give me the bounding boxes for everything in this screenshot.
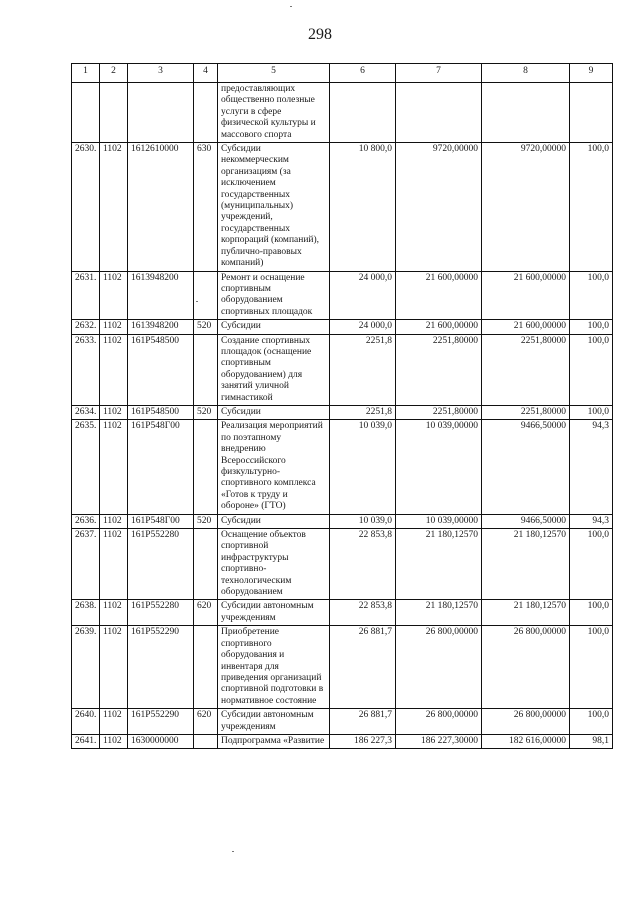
table-row <box>72 320 613 334</box>
percent-executed: 94,3 <box>570 514 613 528</box>
row-number: 2641. <box>72 734 100 748</box>
section-code: 1102 <box>100 143 128 271</box>
expense-type <box>194 271 218 320</box>
row-number <box>72 83 100 143</box>
target-code: 161P552280 <box>128 529 194 600</box>
section-code: 1102 <box>100 626 128 709</box>
target-code: 161P552280 <box>128 600 194 626</box>
table-row <box>72 83 613 143</box>
expense-type: 630 <box>194 143 218 271</box>
percent-executed: 100,0 <box>570 405 613 419</box>
percent-executed: 100,0 <box>570 143 613 271</box>
header-cell: 5 <box>218 64 330 83</box>
planned-amount: 22 853,8 <box>330 600 396 626</box>
section-code <box>100 83 128 143</box>
description: Реализация мероприятий по поэтапному внедрению Всероссийского физкультурно-спортивного комплекса «Готов к труду и обороне» (ГТО) <box>218 420 330 514</box>
planned-amount: 10 039,0 <box>330 420 396 514</box>
description: Подпрограмма «Развитие <box>218 734 330 748</box>
header-cell: 6 <box>330 64 396 83</box>
executed-amount: 21 600,00000 <box>482 320 570 334</box>
executed-amount: 21 180,12570 <box>482 529 570 600</box>
approved-amount: 10 039,00000 <box>396 420 482 514</box>
approved-amount: 10 039,00000 <box>396 514 482 528</box>
expense-type <box>194 626 218 709</box>
description: Приобретение спортивного оборудования и инвентаря для приведения организаций спортивной подготовки в нормативное состояние <box>218 626 330 709</box>
expense-type: 620 <box>194 709 218 735</box>
planned-amount: 2251,8 <box>330 405 396 419</box>
target-code: 161P548Г00 <box>128 514 194 528</box>
planned-amount: 26 881,7 <box>330 626 396 709</box>
planned-amount: 26 881,7 <box>330 709 396 735</box>
table-row <box>72 143 613 271</box>
description: Субсидии некоммерческим организациям (за исключением государственных (муниципальных) учреждений, государственных корпораций (компаний), публично-правовых компаний) <box>218 143 330 271</box>
budget-table <box>71 63 613 749</box>
approved-amount: 26 800,00000 <box>396 709 482 735</box>
planned-amount: 10 039,0 <box>330 514 396 528</box>
percent-executed <box>570 83 613 143</box>
description: Субсидии автономным учреждениям <box>218 709 330 735</box>
approved-amount: 2251,80000 <box>396 334 482 405</box>
row-number: 2634. <box>72 405 100 419</box>
percent-executed: 100,0 <box>570 709 613 735</box>
planned-amount: 186 227,3 <box>330 734 396 748</box>
header-row <box>72 64 613 83</box>
target-code: 161P552290 <box>128 626 194 709</box>
executed-amount: 21 600,00000 <box>482 271 570 320</box>
target-code <box>128 83 194 143</box>
approved-amount: 21 600,00000 <box>396 271 482 320</box>
header-cell: 8 <box>482 64 570 83</box>
description: Ремонт и оснащение спортивным оборудованием спортивных площадок <box>218 271 330 320</box>
planned-amount: 24 000,0 <box>330 320 396 334</box>
expense-type: 620 <box>194 600 218 626</box>
table-row <box>72 514 613 528</box>
approved-amount: 186 227,30000 <box>396 734 482 748</box>
target-code: 1630000000 <box>128 734 194 748</box>
executed-amount: 9466,50000 <box>482 514 570 528</box>
expense-type <box>194 529 218 600</box>
executed-amount <box>482 83 570 143</box>
row-number: 2640. <box>72 709 100 735</box>
percent-executed: 100,0 <box>570 334 613 405</box>
expense-type: 520 <box>194 405 218 419</box>
row-number: 2638. <box>72 600 100 626</box>
percent-executed: 100,0 <box>570 320 613 334</box>
target-code: 161P548500 <box>128 405 194 419</box>
row-number: 2637. <box>72 529 100 600</box>
page-number: 298 <box>308 26 332 43</box>
table-row <box>72 405 613 419</box>
row-number: 2630. <box>72 143 100 271</box>
target-code: 161P552290 <box>128 709 194 735</box>
description: Создание спортивных площадок (оснащение спортивным оборудованием) для занятий уличной гимнастикой <box>218 334 330 405</box>
executed-amount: 26 800,00000 <box>482 626 570 709</box>
executed-amount: 182 616,00000 <box>482 734 570 748</box>
executed-amount: 9720,00000 <box>482 143 570 271</box>
planned-amount: 22 853,8 <box>330 529 396 600</box>
planned-amount: 2251,8 <box>330 334 396 405</box>
approved-amount: 2251,80000 <box>396 405 482 419</box>
executed-amount: 21 180,12570 <box>482 600 570 626</box>
planned-amount <box>330 83 396 143</box>
expense-type <box>194 734 218 748</box>
expense-type: 520 <box>194 320 218 334</box>
section-code: 1102 <box>100 600 128 626</box>
table-row <box>72 709 613 735</box>
section-code: 1102 <box>100 271 128 320</box>
row-number: 2635. <box>72 420 100 514</box>
row-number: 2633. <box>72 334 100 405</box>
approved-amount: 9720,00000 <box>396 143 482 271</box>
expense-type <box>194 83 218 143</box>
description: Субсидии <box>218 405 330 419</box>
row-number: 2631. <box>72 271 100 320</box>
approved-amount: 26 800,00000 <box>396 626 482 709</box>
description: предоставляющих общественно полезные услуги в сфере физической культуры и массового спорта <box>218 83 330 143</box>
scan-speck <box>290 6 292 7</box>
header-cell: 4 <box>194 64 218 83</box>
description: Субсидии <box>218 514 330 528</box>
percent-executed: 100,0 <box>570 600 613 626</box>
percent-executed: 98,1 <box>570 734 613 748</box>
scan-speck <box>196 301 198 302</box>
section-code: 1102 <box>100 529 128 600</box>
header-cell: 9 <box>570 64 613 83</box>
row-number: 2636. <box>72 514 100 528</box>
planned-amount: 24 000,0 <box>330 271 396 320</box>
section-code: 1102 <box>100 709 128 735</box>
row-number: 2639. <box>72 626 100 709</box>
planned-amount: 10 800,0 <box>330 143 396 271</box>
description: Субсидии <box>218 320 330 334</box>
table-row <box>72 420 613 514</box>
description: Субсидии автономным учреждениям <box>218 600 330 626</box>
header-cell: 1 <box>72 64 100 83</box>
target-code: 1612610000 <box>128 143 194 271</box>
section-code: 1102 <box>100 734 128 748</box>
section-code: 1102 <box>100 420 128 514</box>
section-code: 1102 <box>100 405 128 419</box>
percent-executed: 94,3 <box>570 420 613 514</box>
section-code: 1102 <box>100 514 128 528</box>
target-code: 161P548Г00 <box>128 420 194 514</box>
approved-amount: 21 600,00000 <box>396 320 482 334</box>
executed-amount: 9466,50000 <box>482 420 570 514</box>
table-row <box>72 529 613 600</box>
header-cell: 3 <box>128 64 194 83</box>
description: Оснащение объектов спортивной инфраструктуры спортивно-технологическим оборудованием <box>218 529 330 600</box>
table-row <box>72 271 613 320</box>
approved-amount <box>396 83 482 143</box>
scan-speck <box>232 851 234 852</box>
target-code: 161P548500 <box>128 334 194 405</box>
executed-amount: 26 800,00000 <box>482 709 570 735</box>
expense-type <box>194 334 218 405</box>
header-cell: 2 <box>100 64 128 83</box>
section-code: 1102 <box>100 320 128 334</box>
expense-type: 520 <box>194 514 218 528</box>
table-row <box>72 600 613 626</box>
approved-amount: 21 180,12570 <box>396 529 482 600</box>
table-row <box>72 734 613 748</box>
row-number: 2632. <box>72 320 100 334</box>
percent-executed: 100,0 <box>570 271 613 320</box>
percent-executed: 100,0 <box>570 626 613 709</box>
approved-amount: 21 180,12570 <box>396 600 482 626</box>
executed-amount: 2251,80000 <box>482 334 570 405</box>
table-row <box>72 626 613 709</box>
header-cell: 7 <box>396 64 482 83</box>
expense-type <box>194 420 218 514</box>
target-code: 1613948200 <box>128 320 194 334</box>
executed-amount: 2251,80000 <box>482 405 570 419</box>
target-code: 1613948200 <box>128 271 194 320</box>
percent-executed: 100,0 <box>570 529 613 600</box>
section-code: 1102 <box>100 334 128 405</box>
table-row <box>72 334 613 405</box>
